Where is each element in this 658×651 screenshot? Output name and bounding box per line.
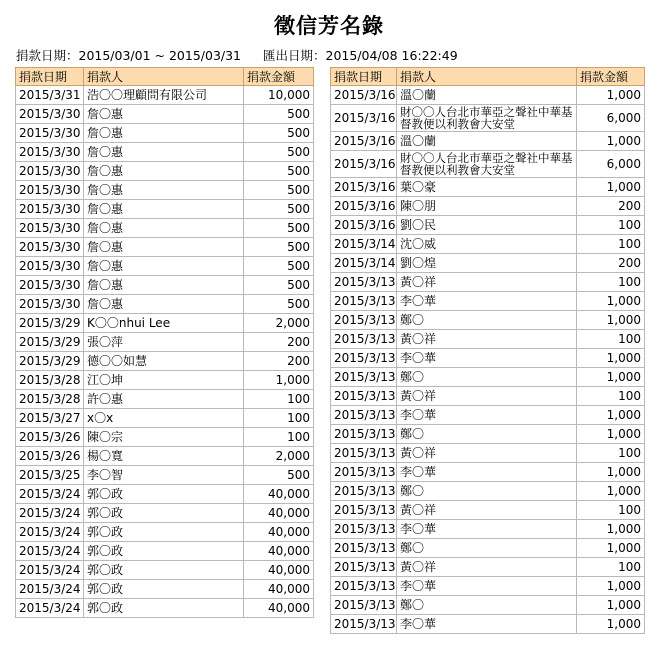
donation-date-cell: 2015/3/30	[16, 219, 84, 238]
donation-date-cell: 2015/3/13	[331, 387, 397, 406]
donation-amount-cell: 10,000	[244, 86, 314, 105]
donation-amount-cell: 500	[244, 257, 314, 276]
donor-name-cell: 劉〇民	[397, 216, 577, 235]
table-row	[331, 197, 645, 216]
donation-date-cell: 2015/3/24	[16, 580, 84, 599]
donation-amount-cell: 40,000	[244, 485, 314, 504]
table-row	[16, 580, 314, 599]
donation-amount-cell: 40,000	[244, 542, 314, 561]
table-row	[331, 387, 645, 406]
table-row	[331, 254, 645, 273]
donation-amount-cell: 100	[244, 390, 314, 409]
donation-date-cell: 2015/3/13	[331, 577, 397, 596]
donation-amount-cell: 500	[244, 105, 314, 124]
col-header-date: 捐款日期	[331, 68, 397, 86]
donation-date-cell: 2015/3/13	[331, 444, 397, 463]
table-row	[331, 349, 645, 368]
donation-date-cell: 2015/3/29	[16, 333, 84, 352]
donor-name-cell: 溫〇蘭	[397, 132, 577, 151]
donor-name-cell: 溫〇蘭	[397, 86, 577, 105]
donation-amount-cell: 40,000	[244, 504, 314, 523]
donation-amount-cell: 500	[244, 219, 314, 238]
col-header-donor: 捐款人	[397, 68, 577, 86]
table-row	[331, 151, 645, 178]
donor-name-cell: 許〇惠	[84, 390, 244, 409]
donor-name-cell: 李〇華	[397, 463, 577, 482]
donation-date-cell: 2015/3/13	[331, 349, 397, 368]
donation-amount-cell: 100	[577, 273, 645, 292]
donation-amount-cell: 500	[244, 238, 314, 257]
donation-amount-cell: 1,000	[577, 406, 645, 425]
table-header	[331, 68, 645, 86]
donor-name-cell: 鄭〇	[397, 368, 577, 387]
donation-amount-cell: 1,000	[577, 539, 645, 558]
table-row	[16, 599, 314, 618]
donation-date-cell: 2015/3/30	[16, 181, 84, 200]
donation-date-cell: 2015/3/16	[331, 178, 397, 197]
col-header-amount: 捐款金額	[577, 68, 645, 86]
donation-date-cell: 2015/3/13	[331, 368, 397, 387]
donation-amount-cell: 40,000	[244, 599, 314, 618]
donor-name-cell: 黃〇祥	[397, 387, 577, 406]
donation-date-cell: 2015/3/13	[331, 406, 397, 425]
donation-date-cell: 2015/3/16	[331, 86, 397, 105]
donor-name-cell: 德〇〇如慧	[84, 352, 244, 371]
donation-amount-cell: 1,000	[577, 311, 645, 330]
donation-amount-cell: 100	[577, 444, 645, 463]
donation-amount-cell: 1,000	[577, 596, 645, 615]
donor-name-cell: 郭〇政	[84, 485, 244, 504]
donor-name-cell: 詹〇惠	[84, 238, 244, 257]
donation-date-cell: 2015/3/16	[331, 132, 397, 151]
donor-name-cell: 詹〇惠	[84, 124, 244, 143]
table-row	[331, 577, 645, 596]
donation-date-cell: 2015/3/30	[16, 276, 84, 295]
donation-date-cell: 2015/3/13	[331, 330, 397, 349]
table-row	[16, 333, 314, 352]
donation-date-cell: 2015/3/24	[16, 599, 84, 618]
donor-name-cell: 李〇智	[84, 466, 244, 485]
table-row	[16, 390, 314, 409]
donor-name-cell: 黃〇祥	[397, 330, 577, 349]
table-row	[331, 292, 645, 311]
donation-amount-cell: 1,000	[577, 482, 645, 501]
donation-amount-cell: 200	[577, 254, 645, 273]
donation-amount-cell: 40,000	[244, 523, 314, 542]
donation-date-cell: 2015/3/13	[331, 615, 397, 634]
table-row	[16, 143, 314, 162]
donation-date-cell: 2015/3/28	[16, 371, 84, 390]
donation-date-cell: 2015/3/24	[16, 485, 84, 504]
donor-name-cell: 黃〇祥	[397, 444, 577, 463]
donor-name-cell: 沈〇威	[397, 235, 577, 254]
donation-date-cell: 2015/3/14	[331, 235, 397, 254]
donation-amount-cell: 500	[244, 200, 314, 219]
table-row	[16, 371, 314, 390]
table-row	[16, 485, 314, 504]
donation-amount-cell: 500	[244, 143, 314, 162]
donation-date-cell: 2015/3/26	[16, 447, 84, 466]
donor-name-cell: 黃〇祥	[397, 558, 577, 577]
table-row	[331, 444, 645, 463]
donor-name-cell: 郭〇政	[84, 504, 244, 523]
table-row	[16, 219, 314, 238]
donation-date-cell: 2015/3/14	[331, 254, 397, 273]
donation-amount-cell: 1,000	[577, 520, 645, 539]
donation-amount-cell: 100	[577, 235, 645, 254]
donation-amount-cell: 200	[577, 197, 645, 216]
donation-date-cell: 2015/3/13	[331, 463, 397, 482]
table-row	[331, 463, 645, 482]
table-row	[331, 311, 645, 330]
donation-date-cell: 2015/3/13	[331, 539, 397, 558]
donation-date-cell: 2015/3/30	[16, 143, 84, 162]
donor-name-cell: 財〇〇人台北市華亞之聲社中華基督教便以利教會大安堂	[397, 151, 577, 178]
donor-name-cell: 張〇萍	[84, 333, 244, 352]
donation-date-cell: 2015/3/24	[16, 504, 84, 523]
donor-name-cell: 郭〇政	[84, 580, 244, 599]
donor-name-cell: 黃〇祥	[397, 273, 577, 292]
donation-amount-cell: 2,000	[244, 447, 314, 466]
donation-date-cell: 2015/3/16	[331, 197, 397, 216]
donation-date-cell: 2015/3/31	[16, 86, 84, 105]
donor-name-cell: 浩〇〇理顧問有限公司	[84, 86, 244, 105]
donation-amount-cell: 200	[244, 352, 314, 371]
donation-amount-cell: 40,000	[244, 580, 314, 599]
donation-amount-cell: 500	[244, 295, 314, 314]
table-row	[331, 330, 645, 349]
table-row	[16, 200, 314, 219]
donation-amount-cell: 6,000	[577, 105, 645, 132]
table-row	[16, 447, 314, 466]
table-row	[331, 273, 645, 292]
table-row	[16, 238, 314, 257]
donation-amount-cell: 100	[244, 409, 314, 428]
table-row	[331, 520, 645, 539]
donor-name-cell: 楊〇寬	[84, 447, 244, 466]
table-row	[16, 86, 314, 105]
table-row	[16, 257, 314, 276]
donor-name-cell: 詹〇惠	[84, 105, 244, 124]
table-header	[16, 68, 314, 86]
donation-date-cell: 2015/3/13	[331, 292, 397, 311]
donation-amount-cell: 100	[577, 216, 645, 235]
donor-name-cell: 郭〇政	[84, 523, 244, 542]
donor-name-cell: 陳〇朋	[397, 197, 577, 216]
donor-name-cell: 鄭〇	[397, 539, 577, 558]
donor-name-cell: 鄭〇	[397, 482, 577, 501]
donor-name-cell: 鄭〇	[397, 425, 577, 444]
donation-date-cell: 2015/3/30	[16, 105, 84, 124]
donation-date-cell: 2015/3/25	[16, 466, 84, 485]
donor-name-cell: K〇〇nhui Lee	[84, 314, 244, 333]
table-row	[331, 501, 645, 520]
donation-date-range: 捐款日期：2015/03/01 ~ 2015/03/31	[16, 48, 242, 63]
donor-table-right	[330, 67, 645, 634]
donor-table-left	[15, 67, 314, 618]
table-row	[16, 105, 314, 124]
table-row	[331, 482, 645, 501]
donation-amount-cell: 1,000	[577, 425, 645, 444]
donation-amount-cell: 1,000	[577, 349, 645, 368]
table-row	[16, 428, 314, 447]
donor-name-cell: 李〇華	[397, 406, 577, 425]
donation-amount-cell: 100	[577, 501, 645, 520]
donor-name-cell: 詹〇惠	[84, 219, 244, 238]
table-row	[331, 132, 645, 151]
donation-date-cell: 2015/3/24	[16, 561, 84, 580]
table-row	[16, 295, 314, 314]
table-row	[331, 178, 645, 197]
donor-name-cell: 詹〇惠	[84, 257, 244, 276]
donation-amount-cell: 1,000	[577, 132, 645, 151]
table-row	[16, 466, 314, 485]
table-row	[331, 539, 645, 558]
donor-name-cell: 李〇華	[397, 520, 577, 539]
donor-name-cell: 詹〇惠	[84, 200, 244, 219]
donation-date-cell: 2015/3/28	[16, 390, 84, 409]
donor-name-cell: 陳〇宗	[84, 428, 244, 447]
donor-name-cell: 黃〇祥	[397, 501, 577, 520]
table-row	[16, 162, 314, 181]
donation-amount-cell: 1,000	[577, 86, 645, 105]
donation-date-cell: 2015/3/24	[16, 542, 84, 561]
donation-amount-cell: 1,000	[577, 178, 645, 197]
donation-date-cell: 2015/3/13	[331, 425, 397, 444]
donation-amount-cell: 500	[244, 466, 314, 485]
table-row	[331, 105, 645, 132]
donation-date-cell: 2015/3/30	[16, 162, 84, 181]
table-row	[16, 409, 314, 428]
donor-name-cell: 財〇〇人台北市華亞之聲社中華基督教便以利教會大安堂	[397, 105, 577, 132]
donation-date-cell: 2015/3/13	[331, 596, 397, 615]
report-meta	[16, 46, 462, 64]
donation-amount-cell: 100	[577, 387, 645, 406]
donation-date-cell: 2015/3/13	[331, 501, 397, 520]
donation-amount-cell: 200	[244, 333, 314, 352]
donation-date-cell: 2015/3/13	[331, 558, 397, 577]
donation-date-cell: 2015/3/13	[331, 520, 397, 539]
donor-name-cell: 李〇華	[397, 349, 577, 368]
table-row	[331, 86, 645, 105]
donation-date-cell: 2015/3/13	[331, 482, 397, 501]
donation-amount-cell: 1,000	[577, 463, 645, 482]
donation-date-cell: 2015/3/30	[16, 257, 84, 276]
donation-amount-cell: 500	[244, 276, 314, 295]
donation-amount-cell: 1,000	[577, 577, 645, 596]
donor-name-cell: 詹〇惠	[84, 276, 244, 295]
table-row	[331, 596, 645, 615]
donation-date-cell: 2015/3/16	[331, 105, 397, 132]
table-row	[16, 352, 314, 371]
donation-date-cell: 2015/3/27	[16, 409, 84, 428]
donation-date-cell: 2015/3/30	[16, 238, 84, 257]
donation-date-cell: 2015/3/13	[331, 311, 397, 330]
donor-name-cell: 詹〇惠	[84, 181, 244, 200]
donor-name-cell: x〇x	[84, 409, 244, 428]
donation-date-cell: 2015/3/29	[16, 314, 84, 333]
donor-name-cell: 郭〇政	[84, 599, 244, 618]
donation-date-cell: 2015/3/16	[331, 151, 397, 178]
col-header-amount: 捐款金額	[244, 68, 314, 86]
donation-amount-cell: 1,000	[577, 368, 645, 387]
donation-amount-cell: 2,000	[244, 314, 314, 333]
donation-date-cell: 2015/3/26	[16, 428, 84, 447]
donation-date-cell: 2015/3/29	[16, 352, 84, 371]
donation-amount-cell: 500	[244, 162, 314, 181]
col-header-date: 捐款日期	[16, 68, 84, 86]
table-row	[331, 615, 645, 634]
donor-name-cell: 詹〇惠	[84, 143, 244, 162]
donor-name-cell: 李〇華	[397, 577, 577, 596]
donation-date-cell: 2015/3/24	[16, 523, 84, 542]
donation-date-cell: 2015/3/30	[16, 200, 84, 219]
donation-amount-cell: 40,000	[244, 561, 314, 580]
donation-amount-cell: 6,000	[577, 151, 645, 178]
table-row	[331, 406, 645, 425]
donation-amount-cell: 500	[244, 124, 314, 143]
table-row	[16, 276, 314, 295]
donation-amount-cell: 1,000	[577, 292, 645, 311]
table-row	[16, 181, 314, 200]
donor-name-cell: 郭〇政	[84, 561, 244, 580]
export-timestamp: 匯出日期：2015/04/08 16:22:49	[263, 48, 458, 63]
donor-name-cell: 李〇華	[397, 292, 577, 311]
donation-amount-cell: 100	[244, 428, 314, 447]
donation-date-cell: 2015/3/30	[16, 124, 84, 143]
table-row	[16, 542, 314, 561]
donor-name-cell: 郭〇政	[84, 542, 244, 561]
donation-date-cell: 2015/3/16	[331, 216, 397, 235]
page-title: 徵信芳名錄	[274, 14, 384, 38]
donor-name-cell: 李〇華	[397, 615, 577, 634]
donation-date-cell: 2015/3/30	[16, 295, 84, 314]
donor-name-cell: 江〇坤	[84, 371, 244, 390]
table-row	[331, 425, 645, 444]
donor-name-cell: 葉〇豪	[397, 178, 577, 197]
table-row	[16, 504, 314, 523]
table-row	[16, 561, 314, 580]
donation-amount-cell: 100	[577, 330, 645, 349]
donor-name-cell: 鄭〇	[397, 596, 577, 615]
donation-date-cell: 2015/3/13	[331, 273, 397, 292]
donor-name-cell: 詹〇惠	[84, 162, 244, 181]
donation-amount-cell: 1,000	[577, 615, 645, 634]
donation-amount-cell: 500	[244, 181, 314, 200]
donation-amount-cell: 1,000	[244, 371, 314, 390]
donation-amount-cell: 100	[577, 558, 645, 577]
table-row	[16, 124, 314, 143]
donor-name-cell: 劉〇煌	[397, 254, 577, 273]
table-row	[331, 235, 645, 254]
donor-name-cell: 詹〇惠	[84, 295, 244, 314]
table-row	[16, 523, 314, 542]
table-row	[331, 216, 645, 235]
table-row	[331, 558, 645, 577]
table-row	[331, 368, 645, 387]
table-row	[16, 314, 314, 333]
donor-name-cell: 鄭〇	[397, 311, 577, 330]
col-header-donor: 捐款人	[84, 68, 244, 86]
